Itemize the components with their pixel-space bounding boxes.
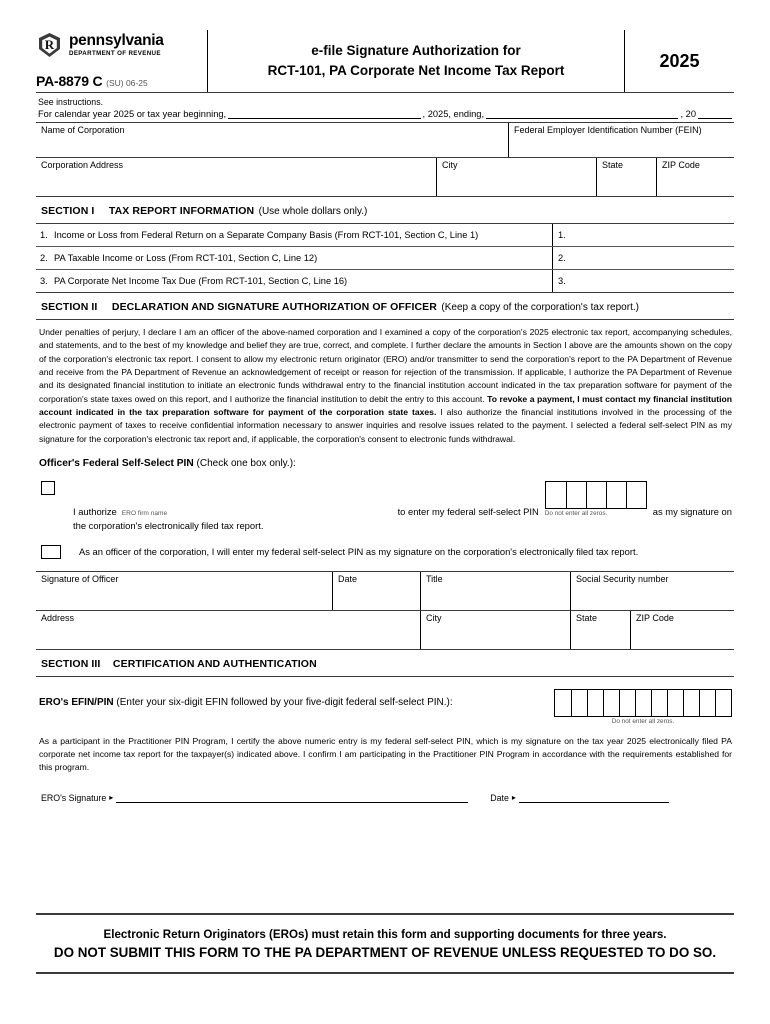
ero-efin-pin-note: (Enter your six-digit EFIN followed by your five-digit federal self-select PIN.): [116,696,453,708]
keystone-letter: R [44,37,55,52]
ero-date-input[interactable] [519,793,669,803]
form-title-line2: RCT-101, PA Corporate Net Income Tax Report [267,63,565,78]
agency-name: pennsylvania [69,32,164,50]
ero-efin-pin-row [36,677,734,725]
section-1-label: SECTION I [41,205,95,217]
pin-option-1-line1 [73,481,732,517]
declaration-paragraph [36,320,734,450]
officer-signature-label: Signature of Officer [41,573,119,584]
arrow-right-icon: ▸ [511,792,516,802]
declaration-part-2: I also authorize the financial institutions involved in the processing of the electronic payment of taxes to receive confidential information necessary to answer inquiries and resolve issues related to the payment. I selected a federal self-select PIN as my signature for the corporation's electronic tax report and, if applicable, the corporation's consent to electronic funds withdrawal. [39,406,732,444]
period-ending-year-input[interactable] [698,110,732,119]
pin-option-1-mid: to enter my federal self-select PIN [397,505,539,517]
fein-cell[interactable] [508,123,734,157]
officer-pin-no-zeros-note: Do not enter all zeros. [544,509,608,517]
pin-option-1-prefix: I authorize [73,505,117,517]
period-beginning-input[interactable] [228,110,420,119]
tax-year: 2025 [659,50,700,71]
efin-cell[interactable] [651,690,667,716]
efin-cell[interactable] [619,690,635,716]
line-3-number: 3. [40,276,48,286]
tax-line-item [36,224,734,247]
practitioner-pin-paragraph: As a participant in the Practitioner PIN Program, I certify the above numeric entry is my federal self-select PIN, which is my signature on the tax year 2025 electronically filed PA corporate net income tax report for the taxpayer(s) indicated above. I confirm I am participating in the Practitioner PIN Program in accordance with the requirements established for this program. [39,735,732,773]
pin-option-1-checkbox[interactable] [41,481,55,495]
pin-option-2-row [36,531,734,571]
ero-signature-input[interactable] [116,793,468,803]
calendar-year-prefix: For calendar year 2025 or tax year beginning, [38,109,227,119]
officer-city-cell[interactable] [420,611,570,649]
corporation-state-cell[interactable] [596,158,656,196]
ero-firm-name-field[interactable] [122,506,393,517]
efin-cell[interactable] [555,690,571,716]
officer-zip-label: ZIP Code [636,612,674,623]
form-footer [36,913,734,974]
line-2-amount-number: 2. [558,253,566,263]
form-number: PA-8879 C [36,73,103,89]
line-3-description [36,270,552,292]
efin-cell[interactable] [699,690,715,716]
tax-period-line [36,109,734,122]
pin-option-2-checkbox[interactable] [41,545,61,559]
efin-cell[interactable] [571,690,587,716]
officer-title-label: Title [426,573,443,584]
calendar-year-suffix: , 20 [680,109,696,119]
line-1-text: Income or Loss from Federal Return on a Separate Company Basis (From RCT-101, Section C, Line 1) [54,230,479,240]
pin-option-2-label: As an officer of the corporation, I will enter my federal self-select PIN as my signature on the corporation's electronically filed tax report. [79,546,639,558]
pin-cell[interactable] [586,482,606,508]
efin-cell[interactable] [635,690,651,716]
corporation-state-label: State [602,160,624,170]
line-2-text: PA Taxable Income or Loss (From RCT-101, Section C, Line 12) [54,253,318,263]
officer-ssn-label: Social Security number [576,573,669,584]
form-title-line1: e-file Signature Authorization for [311,43,521,59]
period-ending-input[interactable] [486,110,678,119]
keystone-icon [36,32,63,58]
calendar-year-mid: , 2025, ending, [422,109,485,119]
officer-date-cell[interactable] [332,572,420,610]
arrow-right-icon: ▸ [109,792,114,802]
form-number-block [36,73,199,89]
corporation-address-label: Corporation Address [41,160,124,170]
officer-pin-entry [545,481,647,517]
corporation-name-cell[interactable] [36,123,508,157]
pin-cell[interactable] [546,482,566,508]
section-3-label: SECTION III [41,657,101,670]
officer-address-row [36,610,734,649]
agency-wordmark [69,33,164,57]
pin-cell[interactable] [626,482,646,508]
ero-date-label: Date [490,792,509,803]
ero-efin-pin-bold: ERO's EFIN/PIN [39,696,114,708]
footer-retention-note: Electronic Return Originators (EROs) must retain this form and supporting documents for three years. [103,928,667,941]
ero-signature-row [36,779,734,803]
line-3-text: PA Corporate Net Income Tax Due (From RCT-101, Section C, Line 16) [54,276,348,286]
section-2-note: (Keep a copy of the corporation's tax report.) [441,302,639,313]
pin-option-1-body [55,481,732,531]
ero-efin-pin-boxes[interactable] [554,689,732,717]
officer-pin-heading [36,450,734,471]
efin-cell[interactable] [683,690,699,716]
corporation-zip-label: ZIP Code [662,160,700,170]
declaration-part-1: Under penalties of perjury, I declare I am an officer of the above-named corporation and I examined a copy of the corporation's 2025 electronic tax report, accompanying schedules, and statements, and to the best of my knowledge and belief they are true, correct, and complete. I further declare the amounts in Section I above are the amounts shown on the copy of the corporation's electronic tax report. I consent to allow my electronic return originator (ERO) and/or transmitter to send the corporation's report to the PA Department of Revenue and receive from the PA Department of Revenue an acknowledgement of receipt or reason for rejection of the transmission. If applicable, I authorize the PA Department of Revenue and its designated financial institution to initiate an electronic funds withdrawal entry to the financial institution account indicated in the tax preparation software for payment of the corporation's state taxes owed on this report, and I authorize the financial institution to debit the entry to this account. [39,327,732,404]
fein-label: Federal Employer Identification Number (FEIN) [514,125,702,135]
ero-signature-label: ERO's Signature [41,792,107,803]
officer-state-label: State [576,612,598,623]
line-3-amount-cell[interactable] [552,270,734,292]
section-1-header [36,196,734,224]
see-instructions-note: See instructions. [38,97,104,107]
ero-efin-pin-entry [554,689,732,725]
tax-line-item [36,270,734,292]
line-2-number: 2. [40,253,48,263]
officer-city-label: City [426,612,442,623]
line-2-amount-cell[interactable] [552,247,734,269]
pin-cell[interactable] [606,482,626,508]
corporation-address-cell[interactable] [36,158,436,196]
pin-option-1-row [36,471,734,531]
footer-do-not-submit-note: DO NOT SUBMIT THIS FORM TO THE PA DEPARTMENT OF REVENUE UNLESS REQUESTED TO DO SO. [53,945,717,960]
line-1-amount-cell[interactable] [552,224,734,246]
pin-cell[interactable] [566,482,586,508]
form-header [36,30,734,92]
section-1-note: (Use whole dollars only.) [258,206,368,217]
ero-efin-pin-prompt [39,689,554,708]
agency-department: DEPARTMENT OF REVENUE [69,49,161,57]
declaration-revoke-bold: To revoke a payment, I must contact my financial institution account indicated in the tax preparation software for payment of the corporation state taxes. [39,393,732,417]
section-1-lines [36,224,734,292]
officer-title-cell[interactable] [420,572,570,610]
corporation-city-cell[interactable] [436,158,596,196]
efin-cell[interactable] [603,690,619,716]
officer-date-label: Date [338,573,358,584]
form-revision: (SU) 06-25 [106,78,148,88]
line-2-description [36,247,552,269]
officer-ssn-cell[interactable] [570,572,734,610]
officer-address-cell[interactable] [36,611,420,649]
officer-state-cell[interactable] [570,611,630,649]
line-1-description [36,224,552,246]
header-identity-block [36,30,208,92]
tax-year-block [624,30,734,92]
officer-zip-cell[interactable] [630,611,734,649]
footer-bottom-rule [36,972,734,974]
line-1-amount-number: 1. [558,230,566,240]
ero-firm-name-caption: ERO firm name [121,509,168,517]
line-3-amount-number: 3. [558,276,566,286]
officer-signature-row [36,571,734,610]
tax-line-item [36,247,734,270]
section-3-title: CERTIFICATION AND AUTHENTICATION [112,657,317,670]
officer-pin-heading-bold: Officer's Federal Self-Select PIN [39,457,194,469]
corporation-zip-cell[interactable] [656,158,734,196]
form-sheet [36,30,734,803]
efin-cell[interactable] [715,690,731,716]
efin-cell[interactable] [587,690,603,716]
corporation-name-label: Name of Corporation [41,125,125,135]
officer-pin-heading-note: (Check one box only.): [196,457,296,469]
corporation-city-label: City [442,160,458,170]
form-title [208,30,624,92]
section-3-header [36,649,734,677]
section-1-title: TAX REPORT INFORMATION [108,205,255,217]
agency-logo [36,32,199,58]
section-2-title: DECLARATION AND SIGNATURE AUTHORIZATION OF OFFICER [111,301,437,313]
officer-address-label: Address [41,612,75,623]
section-2-header [36,292,734,320]
efin-cell[interactable] [667,690,683,716]
pin-option-1-suffix: as my signature on [652,505,732,517]
section-2-label: SECTION II [41,301,98,313]
pin-option-1-line2: the corporation's electronically filed tax report. [73,519,264,531]
officer-signature-cell[interactable] [36,572,332,610]
name-fein-row [36,122,734,157]
line-1-number: 1. [40,230,48,240]
ero-efin-no-zeros-note: Do not enter all zeros. [611,717,675,725]
corporation-address-row [36,157,734,196]
officer-pin-boxes[interactable] [545,481,647,509]
